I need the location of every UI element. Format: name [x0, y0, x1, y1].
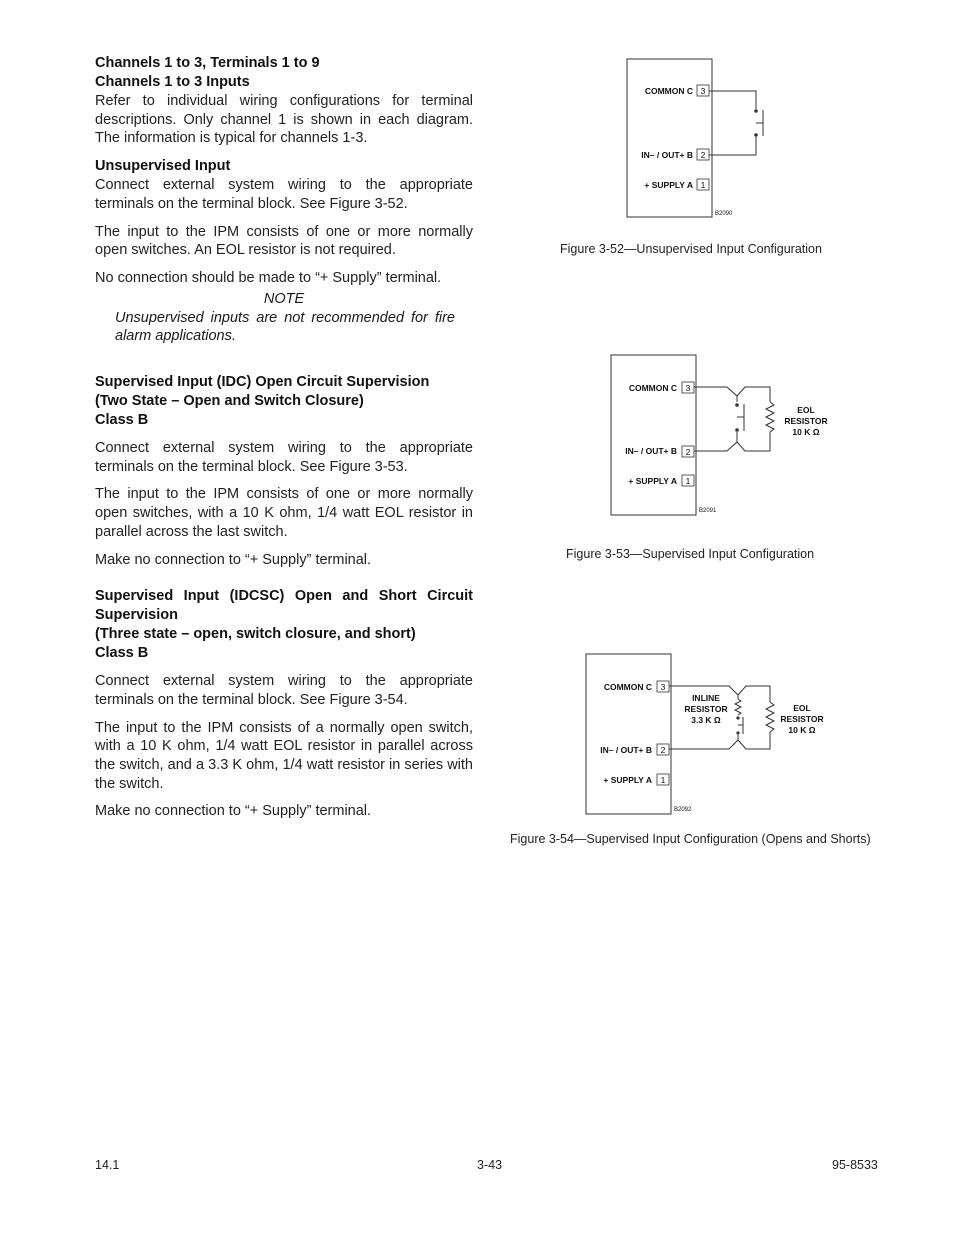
idcsc-paragraph-1: Connect external system wiring to the appropriate terminals on the terminal block. See Figure 3-54.	[95, 673, 473, 708]
idcsc-paragraph-3: Make no connection to “+ Supply” terminal.	[95, 803, 372, 820]
figure-code: B2092	[674, 807, 692, 813]
inline-label-line-2: RESISTOR	[684, 704, 728, 714]
terminal-label-in-out: IN– / OUT+ B	[641, 150, 693, 160]
inline-label-line-3: 3.3 K Ω	[691, 715, 721, 725]
terminal-label-supply: + SUPPLY A	[644, 180, 693, 190]
note-title: NOTE	[263, 290, 305, 307]
terminal-number-3: 3	[700, 86, 706, 96]
eol-label-line-3: 10 K Ω	[792, 427, 820, 437]
unsupervised-paragraph-1: Connect external system wiring to the appropriate terminals on the terminal block. See Figure 3-52.	[95, 177, 473, 212]
switch-contact	[736, 716, 739, 719]
idc-paragraph-3: Make no connection to “+ Supply” terminal.	[95, 551, 372, 568]
terminal-number-3: 3	[685, 383, 691, 393]
figure-code: B2090	[715, 211, 733, 217]
terminal-label-supply: + SUPPLY A	[603, 775, 652, 785]
terminal-number-1: 1	[685, 476, 691, 486]
eol-label-line-3: 10 K Ω	[788, 725, 816, 735]
unsupervised-paragraph-2: The input to the IPM consists of one or more normally open switches. An EOL resistor is not required.	[95, 223, 473, 259]
section-subheading: Channels 1 to 3 Inputs	[95, 74, 250, 90]
figure-3-53-caption: Figure 3-53—Supervised Input Configuration	[566, 547, 815, 561]
switch-contact	[736, 731, 739, 734]
idc-paragraph-1: Connect external system wiring to the appropriate terminals on the terminal block. See Figure 3-53.	[95, 440, 473, 475]
eol-label-line-2: RESISTOR	[780, 714, 824, 724]
terminal-number-1: 1	[660, 775, 666, 785]
eol-resistor	[766, 702, 774, 735]
idcsc-heading-1: Supervised Input (IDCSC) Open and Short Circuit Supervision	[95, 588, 473, 624]
terminal-label-common: COMMON C	[644, 86, 693, 96]
figure-3-54-caption: Figure 3-54—Supervised Input Configuration (Opens and Shorts)	[510, 832, 871, 846]
idcsc-heading-3: Class B	[95, 645, 149, 662]
footer-document-number: 95-8533	[832, 1158, 878, 1172]
idcsc-paragraph-2: The input to the IPM consists of a normally open switch, with a 10 K ohm, 1/4 watt EOL resistor in parallel across the switch, and a 3.3 K ohm, 1/4 watt resistor in series with the switch.	[95, 719, 473, 792]
idc-heading-3: Class B	[95, 412, 149, 429]
terminal-label-common: COMMON C	[628, 383, 677, 393]
terminal-number-3: 3	[660, 682, 666, 692]
eol-label-line-2: RESISTOR	[784, 416, 828, 426]
terminal-number-1: 1	[700, 180, 706, 190]
wire-input-branch	[738, 735, 770, 749]
terminal-label-in-out: IN– / OUT+ B	[625, 446, 677, 456]
unsupervised-heading: Unsupervised Input	[95, 158, 231, 175]
inline-resistor	[735, 699, 741, 715]
intro-paragraph: Refer to individual wiring configurations for terminal descriptions. Only channel 1 is shown in each diagram. The information is typical for channels 1-3.	[95, 93, 473, 147]
terminal-label-common: COMMON C	[603, 682, 652, 692]
idc-heading-1: Supervised Input (IDC) Open Circuit Supervision	[95, 374, 430, 391]
wire-common-branch	[738, 686, 770, 702]
terminal-block	[586, 654, 671, 814]
section-heading: Channels 1 to 3, Terminals 1 to 9	[95, 55, 320, 71]
terminal-label-in-out: IN– / OUT+ B	[600, 745, 652, 755]
wire-input	[669, 735, 738, 749]
idc-heading-2: (Two State – Open and Switch Closure)	[95, 393, 364, 410]
footer-page-number: 3-43	[477, 1158, 503, 1172]
terminal-number-2: 2	[660, 745, 666, 755]
note-body: Unsupervised inputs are not recommended for fire alarm applications.	[115, 309, 455, 345]
footer-revision: 14.1	[95, 1158, 120, 1172]
figure-code: B2091	[699, 508, 717, 514]
eol-label-line-1: EOL	[793, 703, 811, 713]
terminal-number-2: 2	[700, 150, 706, 160]
terminal-label-supply: + SUPPLY A	[628, 476, 677, 486]
idcsc-heading-2: (Three state – open, switch closure, and short)	[95, 626, 416, 643]
terminal-number-2: 2	[685, 447, 691, 457]
eol-label-line-1: EOL	[797, 405, 815, 415]
unsupervised-paragraph-3: No connection should be made to “+ Supply” terminal.	[95, 269, 442, 286]
inline-label-line-1: INLINE	[692, 693, 720, 703]
idc-paragraph-2: The input to the IPM consists of one or more normally open switches, with a 10 K ohm, 1/4 watt EOL resistor in parallel across the last switch.	[95, 486, 473, 540]
figure-3-52-caption: Figure 3-52—Unsupervised Input Configuration	[560, 242, 822, 256]
